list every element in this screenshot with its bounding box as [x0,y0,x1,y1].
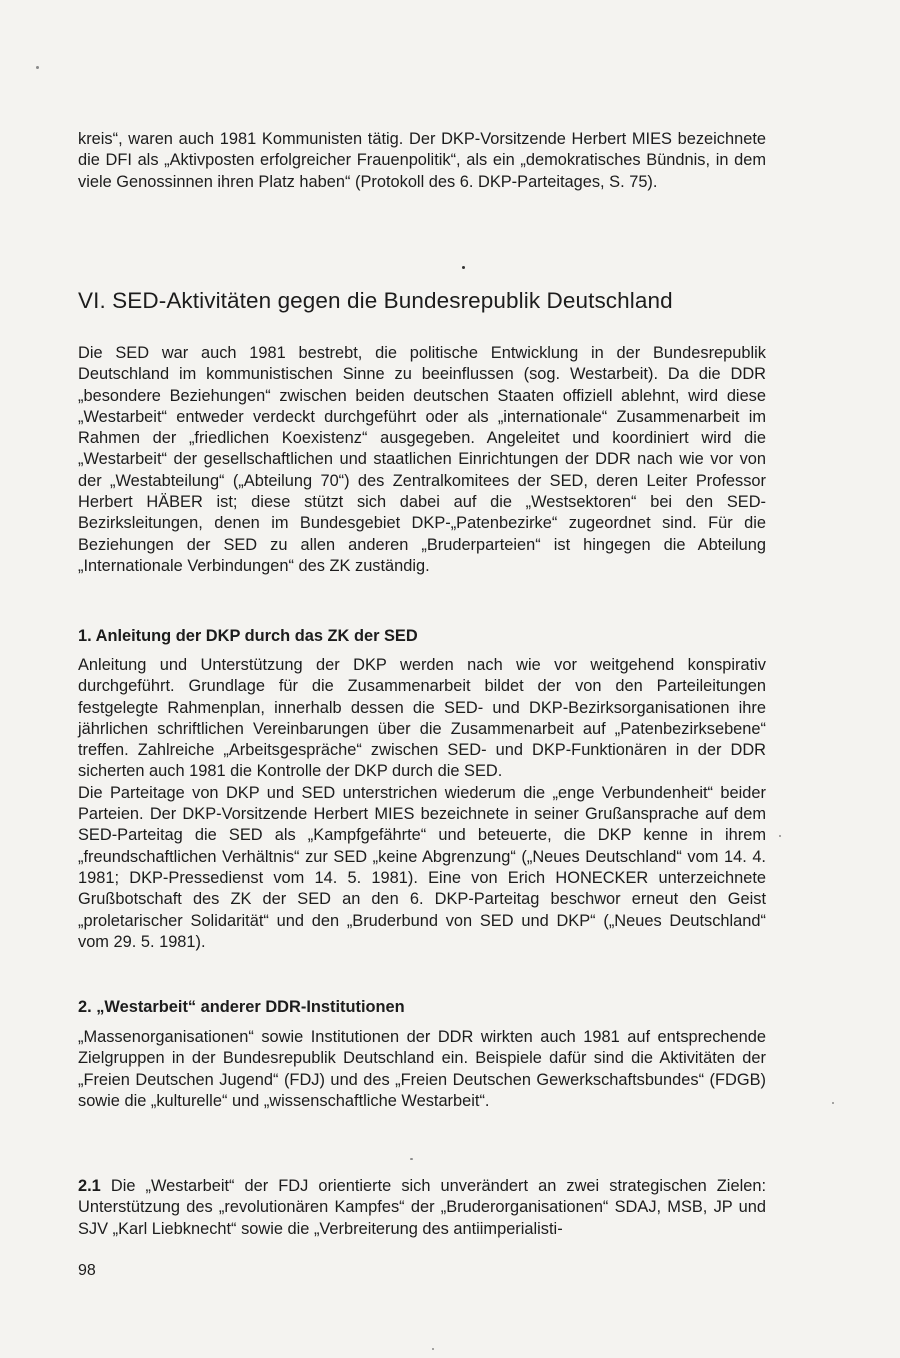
subsection1-body [78,655,766,953]
section-paragraph [78,343,766,577]
scan-speck [410,1158,413,1160]
section-heading: VI. SED-Aktivitäten gegen die Bundesrepublik Deutschland [78,288,673,313]
subsection2-paragraph-text: „Massenorganisationen“ sowie Institutionen der DDR wirkten auch 1981 auf entsprechende Zielgruppen in der Bundesrepublik Deutschland ein. Beispiele dafür sind die Aktivitäten der „Freien Deutschen Jugend“ (FDJ) und des „Freien Deutschen Gewerkschaftsbundes“ (FDGB) sowie die „kulturelle“ und „wissenschaftliche Westarbeit“. [78,1028,766,1110]
scan-speck [832,1102,834,1104]
subsection1-heading: 1. Anleitung der DKP durch das ZK der SED [78,627,418,645]
intro-paragraph [78,129,766,193]
scan-speck [779,835,781,837]
scan-speck [432,1348,434,1350]
subsection21-number: 2.1 [78,1177,101,1195]
scan-speck [36,66,39,69]
intro-paragraph-text: kreis“, waren auch 1981 Kommunisten tätig. Der DKP-Vorsitzende Herbert MIES bezeichnete die DFI als „Aktivposten erfolgreicher Frauenpolitik“, als ein „demokratisches Bündnis, in dem viele Genossinnen ihren Platz haben“ (Protokoll des 6. DKP-Parteitages, S. 75). [78,130,766,191]
subsection1-paragraph2: Die Parteitage von DKP und SED unterstrichen wiederum die „enge Verbundenheit“ beider Parteien. Der DKP-Vorsitzende Herbert MIES bezeichnete in seiner Grußansprache auf dem SED-Parteitag die SED als „Kampfgefährte“ und beteuerte, die DKP kenne in ihrem „freundschaftlichen Verhältnis“ zur SED „keine Abgrenzung“ („Neues Deutschland“ vom 14. 4. 1981; DKP-Pressedienst vom 14. 5. 1981). Eine von Erich HONECKER unterzeichnete Grußbotschaft des ZK der SED an den 6. DKP-Parteitag beschwor erneut den Geist „proletarischer Solidarität“ und den „Bruderbund von SED und DKP“ („Neues Deutschland“ vom 29. 5. 1981). [78,783,766,951]
subsection2-heading: 2. „Westarbeit“ anderer DDR-Institutionen [78,998,405,1016]
subsection21-paragraph-text [78,1176,766,1240]
scan-speck [462,266,465,269]
section-paragraph-text: Die SED war auch 1981 bestrebt, die politische Entwicklung in der Bundesrepublik Deutschland im kommunistischen Sinne zu beeinflussen (sog. Westarbeit). Da die DDR „besondere Beziehungen“ zwischen beiden deutschen Staaten offiziell ablehnt, wird diese „Westarbeit“ entweder verdeckt durchgeführt oder als „internationale“ Zusammenarbeit im Rahmen der „friedlichen Koexistenz“ ausgegeben. Angeleitet und koordiniert wird die „Westarbeit“ der gesellschaftlichen und staatlichen Einrichtungen der DDR nach wie vor von der „Westabteilung“ („Abteilung 70“) des Zentralkomitees der SED, deren Leiter Professor Herbert HÄBER ist; diese stützt sich dabei auf die „Westsektoren“ bei den SED-Bezirksleitungen, denen im Bundesgebiet DKP-„Patenbezirke“ zugeordnet sind. Für die Beziehungen der SED zu allen anderen „Bruderparteien“ ist hingegen die Abteilung „Internationale Verbindungen“ des ZK zuständig. [78,344,766,575]
subsection1-paragraph: Anleitung und Unterstützung der DKP werden nach wie vor weitgehend konspirativ durchgeführt. Grundlage für die Zusammenarbeit bildet der von den Parteileitungen festgelegte Rahmenplan, innerhalb dessen die SED- und DKP-Bezirksorganisationen ihre jährlichen schriftlichen Vereinbarungen über die Zusammenarbeit auf „Patenbezirksebene“ treffen. Zahlreiche „Arbeitsgespräche“ zwischen SED- und DKP-Funktionären in der DDR sicherten auch 1981 die Kontrolle der DKP durch die SED. [78,656,766,781]
subsection21-paragraph [78,1176,766,1240]
page-number: 98 [78,1262,96,1279]
subsection21-text: Die „Westarbeit“ der FDJ orientierte sich unverändert an zwei strategischen Zielen: Unterstützung des „revolutionären Kampfes“ der „Bruderorganisationen“ SDAJ, MSB, JP und SJV „Karl Liebknecht“ sowie die „Verbreiterung des antiimperialisti- [78,1177,766,1238]
subsection2-paragraph [78,1027,766,1112]
